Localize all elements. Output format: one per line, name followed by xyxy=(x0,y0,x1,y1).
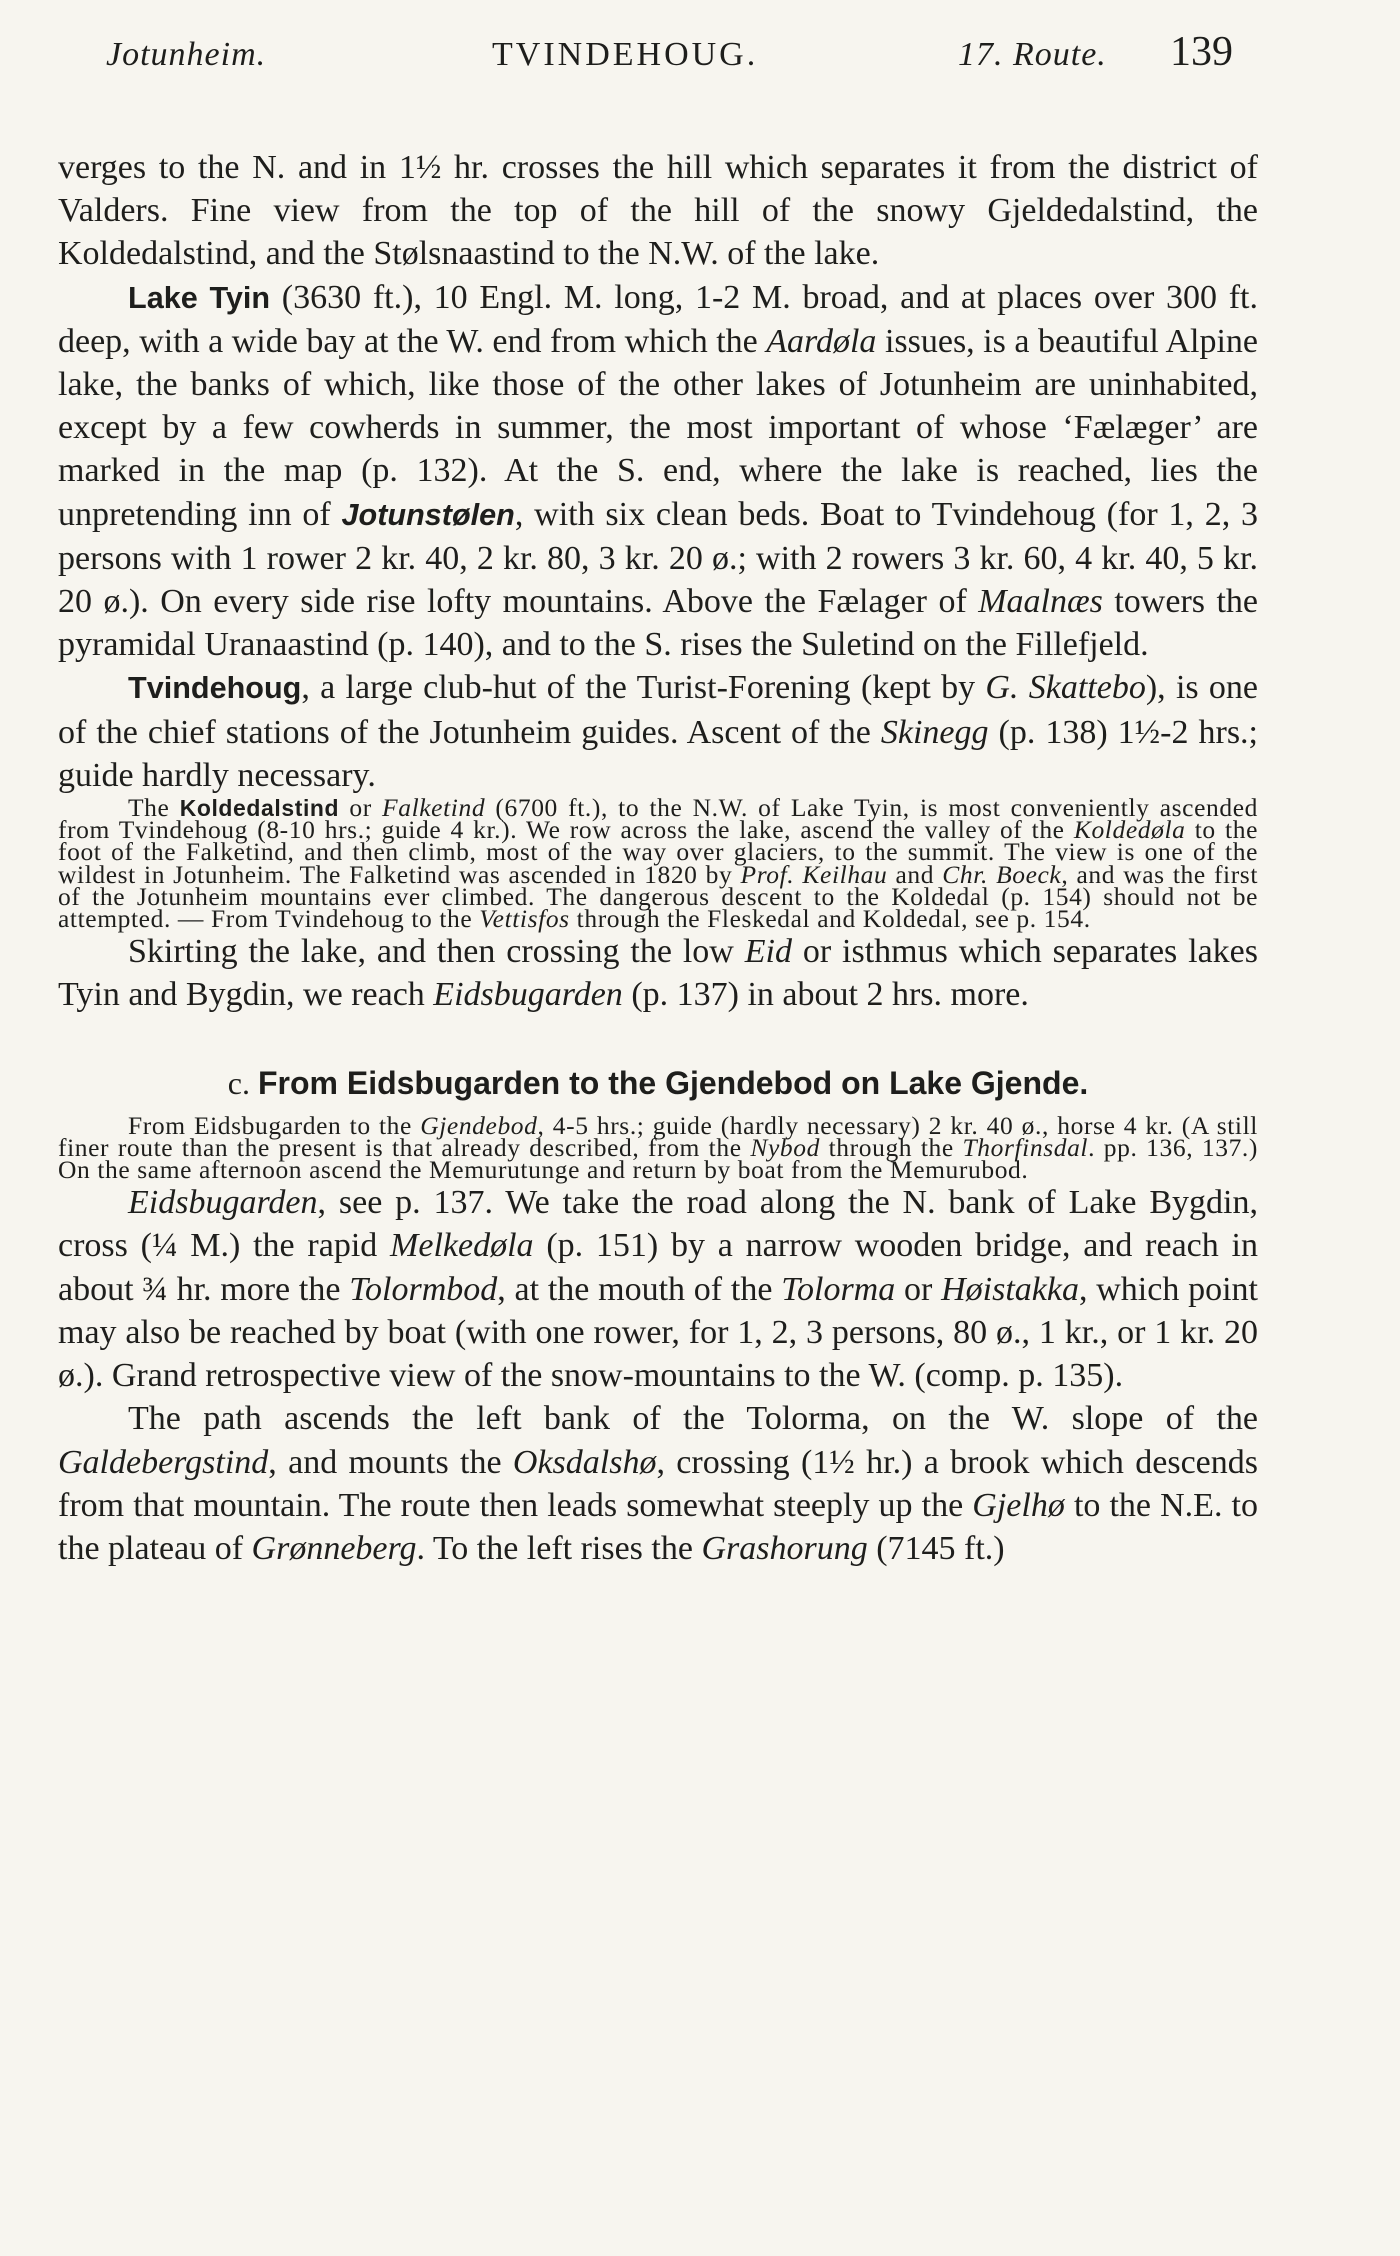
paragraph-skirting: Skirting the lake, and then crossing the low Eid or isthmus which separates lakes Tyin and Bygdin, we reach Eidsbugarden (p. 137) in about 2 hrs. more. xyxy=(58,933,1258,1014)
place-gjendebod: Gjendebod xyxy=(420,1110,538,1140)
header-title: TVINDEHOUG. xyxy=(492,36,759,73)
header-region: Jotunheim. xyxy=(106,36,267,73)
place-jotunstolen: Jotunstølen xyxy=(341,497,515,532)
place-gjelho: Gjelhø xyxy=(972,1486,1065,1524)
place-vettisfos: Vettisfos xyxy=(479,904,570,934)
place-maalnaes: Maalnæs xyxy=(978,583,1103,621)
place-melkedola: Melkedøla xyxy=(390,1227,534,1265)
header-route: 17. Route. xyxy=(958,36,1107,73)
body-text xyxy=(58,146,1258,1570)
paragraph-lake-tyin: Lake Tyin (3630 ft.), 10 Engl. M. long, 1-2 M. broad, and at places over 300 ft. deep, with a wide bay at the W. end from which the Aardøla issues, is a beautiful Alpine lake, the banks of which, like those of the other lakes of Jotunheim are uninhabited, except by a few cowherds in summer, the most important of whose ‘Fælæger’ are marked in the map (p. 132). At the S. end, where the lake is reached, lies the unpretending inn of Jotunstølen, with six clean beds. Boat to Tvindehoug (for 1, 2, 3 persons with 1 rower 2 kr. 40, 2 kr. 80, 3 kr. 20 ø.; with 2 rowers 3 kr. 60, 4 kr. 40, 5 kr. 20 ø.). On every side rise lofty mountains. Above the Fælager of Maalnæs towers the pyramidal Uranaastind (p. 140), and to the S. rises the Suletind on the Fillefjeld. xyxy=(58,278,1258,664)
place-tolorma: Tolorma xyxy=(781,1270,896,1308)
place-eidsbugarden-start: Eidsbugarden xyxy=(128,1184,318,1222)
place-galdebergstind: Galdebergstind xyxy=(58,1443,269,1481)
place-oksdalsho: Oksdalshø xyxy=(512,1443,657,1481)
place-tolormbod: Tolormbod xyxy=(349,1270,498,1308)
section-title: From Eidsbugarden to the Gjendebod on Lake Gjende. xyxy=(257,1064,1089,1101)
place-skinegg: Skinegg xyxy=(880,713,989,751)
term-lake-tyin: Lake Tyin xyxy=(128,280,271,315)
place-falketind: Falketind xyxy=(382,793,486,823)
place-gronneberg: Grønneberg xyxy=(251,1529,417,1567)
term-tvindehoug: Tvindehoug xyxy=(128,671,302,706)
place-hoistakka: Høistakka xyxy=(941,1270,1079,1308)
place-thorfinsdal: Thorfinsdal xyxy=(962,1132,1089,1162)
paragraph-tvindehoug: Tvindehoug, a large club-hut of the Turist-Forening (kept by G. Skattebo), is one of the chief stations of the Jotunheim guides. Ascent of the Skinegg (p. 138) 1½-2 hrs.; guide hardly necessary. xyxy=(58,669,1258,794)
running-header xyxy=(58,28,1258,88)
place-grashorung: Grashorung xyxy=(701,1529,868,1567)
paragraph-continuation: verges to the N. and in 1½ hr. crosses the hill which separates it from the district of Valders. Fine view from the top of the hill of the snowy Gjeldedalstind, the Koldedalstind, and the Stølsnaastind to the N.W. of the lake. xyxy=(58,149,1258,273)
smallprint-route-summary: From Eidsbugarden to the Gjendebod, 4-5 hrs.; guide (hardly necessary) 2 kr. 40 ø., horse 4 kr. (A still finer route than the present is that already described, from the Nybod through the Thorfinsdal. pp. 136, 137.) On the same afternoon ascend the Memurutunge and return by boat from the Memurubod. xyxy=(58,1110,1258,1185)
paragraph-path: The path ascends the left bank of the Tolorma, on the W. slope of the Galdebergstind, and mounts the Oksdalshø, crossing (1½ hr.) a brook which descends from that mountain. The route then leads somewhat steeply up the Gjelhø to the N.E. to the plateau of Grønneberg. To the left rises the Grashorung (7145 ft.) xyxy=(58,1400,1258,1567)
term-koldedalstind: Koldedalstind xyxy=(179,795,340,822)
section-heading xyxy=(58,1063,1258,1103)
person-skattebo: G. Skattebo xyxy=(985,669,1146,707)
smallprint-koldedalstind: The Koldedalstind or Falketind (6700 ft.), to the N.W. of Lake Tyin, is most conveniently ascended from Tvindehoug (8-10 hrs.; guide 4 kr.). We row across the lake, ascend the valley of the Koldedøla to the foot of the Falketind, and then climb, most of the way over glaciers, to the summit. The view is one of the wildest in Jotunheim. The Falketind was ascended in 1820 by Prof. Keilhau and Chr. Boeck, and was the first of the Jotunheim mountains ever climbed. The dangerous descent to the Koldedal (p. 154) should not be attempted. — From Tvindehoug to the Vettisfos through the Fleskedal and Koldedal, see p. 154. xyxy=(58,793,1259,934)
place-aardola: Aardøla xyxy=(766,322,877,360)
section-letter: c. xyxy=(227,1064,250,1101)
person-keilhau: Prof. Keilhau xyxy=(740,859,888,889)
place-nybod: Nybod xyxy=(750,1132,820,1162)
book-page xyxy=(58,28,1258,1570)
paragraph-eidsbugarden: Eidsbugarden, see p. 137. We take the road along the N. bank of Lake Bygdin, cross (¼ M.) the rapid Melkedøla (p. 151) by a narrow wooden bridge, and reach in about ¾ hr. more the Tolormbod, at the mouth of the Tolorma or Høistakka, which point may also be reached by boat (with one rower, for 1, 2, 3 persons, 80 ø., 1 kr., or 1 kr. 20 ø.). Grand retrospective view of the snow-mountains to the W. (comp. p. 135). xyxy=(58,1184,1259,1395)
person-boeck: Chr. Boeck xyxy=(942,859,1062,889)
place-eidsbugarden: Eidsbugarden xyxy=(433,976,623,1014)
place-eid: Eid xyxy=(744,933,792,971)
page-number: 139 xyxy=(1170,29,1233,75)
place-koldedola: Koldedøla xyxy=(1073,815,1186,845)
